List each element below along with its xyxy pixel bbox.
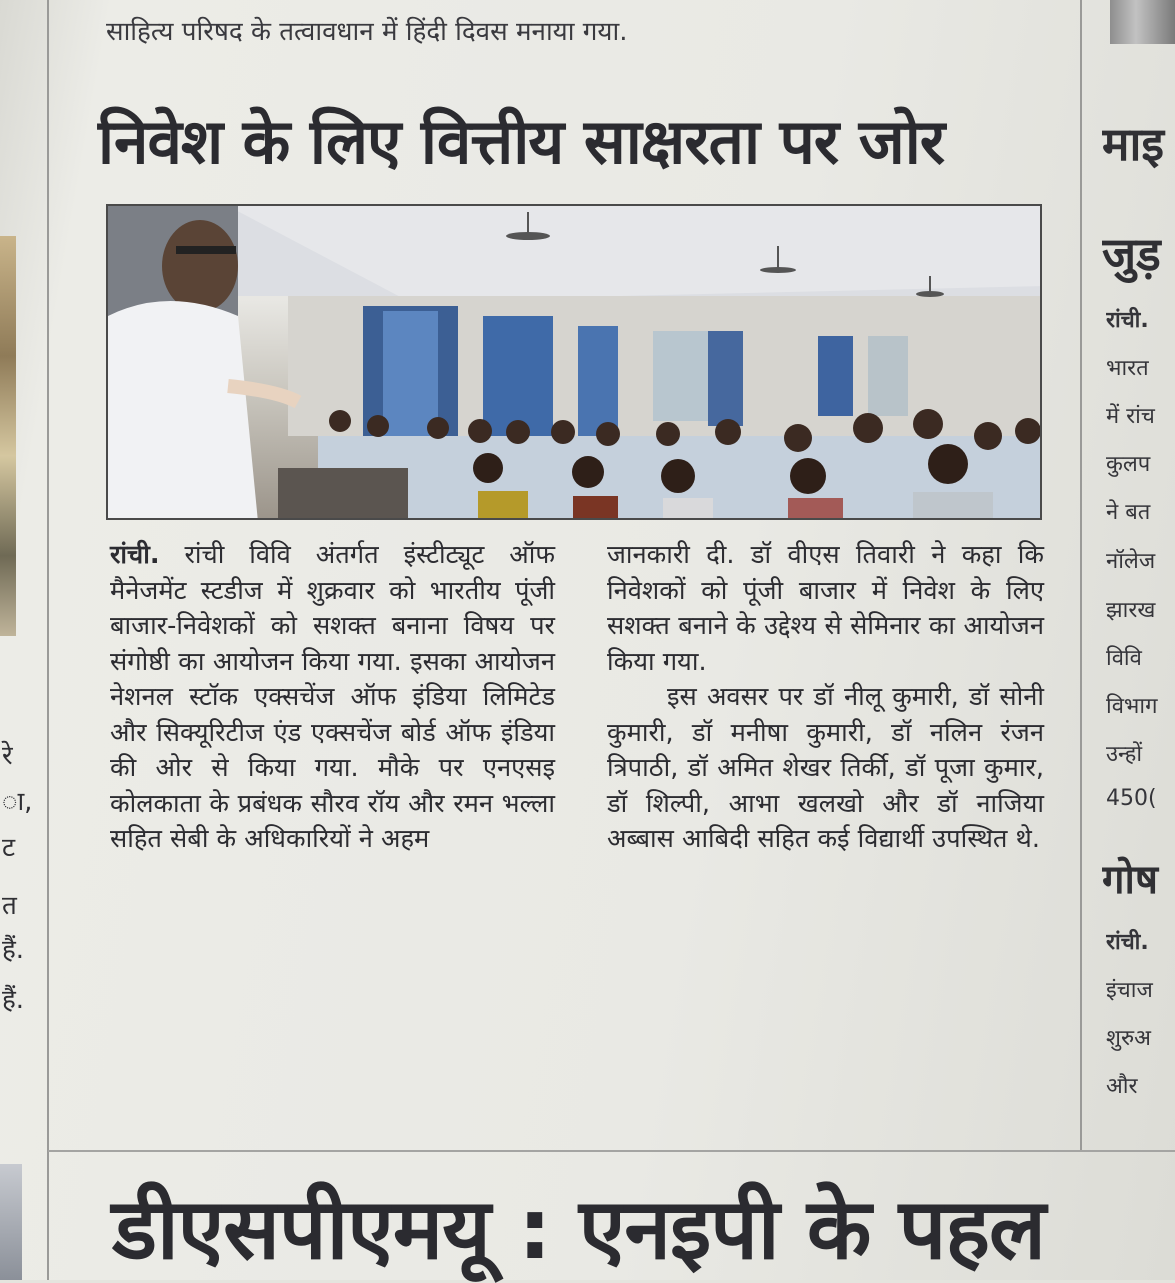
- left-text-fragment: त: [2, 891, 17, 921]
- article-column-2: [607, 538, 1044, 858]
- article-kicker: साहित्य परिषद के तत्वावधान में हिंदी दिवस मनाया गया.: [106, 17, 628, 47]
- article-body-col2-para2: इस अवसर पर डॉ नीलू कुमारी, डॉ सोनी कुमारी, डॉ मनीषा कुमारी, डॉ नलिन रंजन त्रिपाठी, डॉ अमित शेखर तिर्की, डॉ पूजा कुमार, डॉ शिल्पी, आभा खलखो और डॉ नाजिया अब्बास आबिदी सहित कई विद्यार्थी उपस्थित थे.: [607, 682, 1044, 854]
- column-rule-right: [1080, 0, 1082, 1150]
- left-column-fragment: [0, 0, 48, 1280]
- next-article-headline: डीएसपीएमयू : एनइपी के पहल: [112, 1180, 1045, 1278]
- right-text-fragment: नॉलेज: [1106, 549, 1156, 574]
- article-headline: निवेश के लिए वित्तीय साक्षरता पर जोर: [98, 105, 945, 178]
- left-text-fragment: हैं.: [2, 985, 25, 1015]
- right-text-fragment: ने बत: [1106, 500, 1151, 525]
- right-headline-fragment: गोष: [1102, 857, 1158, 903]
- article-body-col2-para1: जानकारी दी. डॉ वीएस तिवारी ने कहा कि निवेशकों को पूंजी बाजार में निवेश के लिए सशक्त बनाने के उद्देश्य से सेमिनार का आयोजन किया गया.: [607, 540, 1044, 677]
- right-text-fragment: इंचाज: [1106, 978, 1153, 1003]
- left-photo-fragment-bottom: [0, 1164, 22, 1280]
- seminar-photo: [106, 204, 1042, 520]
- right-text-fragment: शुरुअ: [1106, 1026, 1151, 1051]
- article-dateline: रांची.: [110, 540, 160, 570]
- article-body-col1: रांची विवि अंतर्गत इंस्टीट्यूट ऑफ मैनेजमेंट स्टडीज में शुक्रवार को भारतीय पूंजी बाजार-निवेशकों को सशक्त बनाना विषय पर संगोष्ठी का आयोजन किया गया. इसका आयोजन नेशनल स्टॉक एक्सचेंज ऑफ इंडिया लिमिटेड और सिक्यूरिटीज एंड एक्सचेंज बोर्ड ऑफ इंडिया की ओर से किया गया. मौके पर एनएसइ कोलकाता के प्रबंधक सौरव रॉय और रमन भल्ला सहित सेबी के अधिकारियों ने अहम: [110, 540, 555, 854]
- right-text-fragment: भारत: [1106, 356, 1149, 381]
- left-text-fragment: रे: [2, 741, 13, 771]
- right-text-fragment: रांची.: [1106, 308, 1149, 333]
- right-text-fragment: 450(: [1106, 786, 1157, 811]
- left-text-fragment: हैं.: [2, 935, 25, 965]
- left-text-fragment: ट: [2, 833, 16, 863]
- left-photo-fragment: [0, 236, 16, 636]
- right-text-fragment: झारख: [1106, 598, 1156, 623]
- right-headline-fragment: माइ: [1102, 117, 1165, 171]
- right-headline-fragment: जुड़: [1102, 227, 1161, 281]
- left-text-fragment: ा,: [2, 787, 33, 817]
- right-text-fragment: कुलप: [1106, 452, 1151, 477]
- article-column-1: [110, 538, 555, 858]
- right-text-fragment: विवि: [1106, 646, 1142, 671]
- right-photo-fragment: [1110, 0, 1175, 44]
- right-text-fragment: विभाग: [1106, 694, 1158, 719]
- right-text-fragment: रांची.: [1106, 930, 1149, 955]
- right-text-fragment: में रांच: [1106, 404, 1155, 429]
- right-text-fragment: उन्हों: [1106, 742, 1143, 767]
- right-text-fragment: और: [1106, 1074, 1138, 1099]
- section-rule: [48, 1150, 1175, 1152]
